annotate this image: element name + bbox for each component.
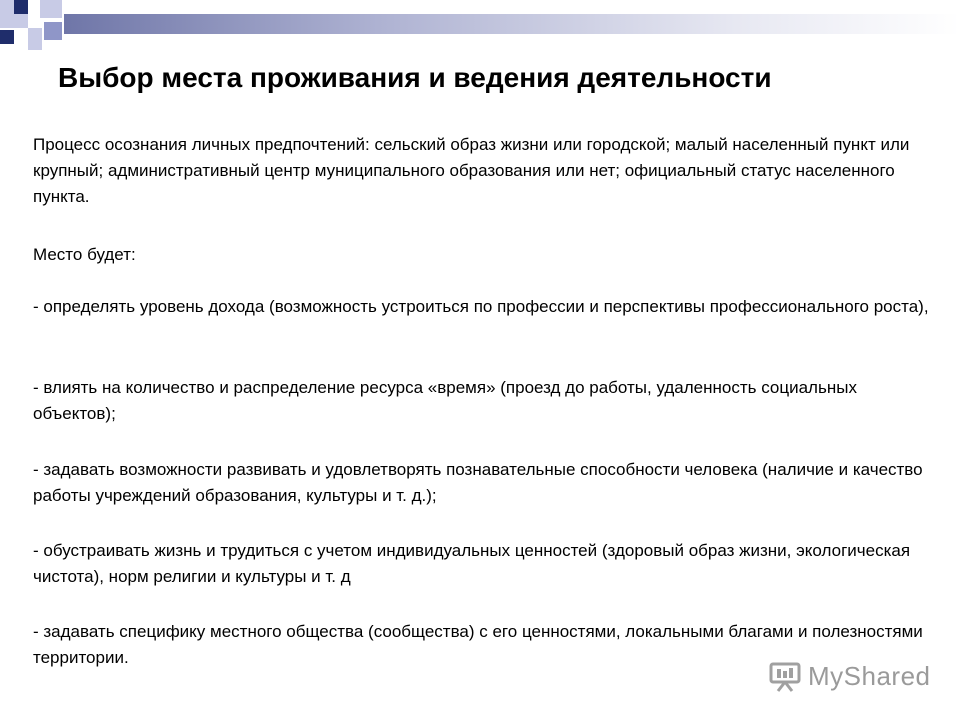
watermark-text: MyShared (808, 660, 931, 691)
slide-title: Выбор места проживания и ведения деятельности (58, 62, 772, 93)
presentation-board-icon (768, 659, 802, 693)
decor-square-light-3 (28, 28, 42, 50)
decor-square-navy-2 (0, 30, 14, 44)
decor-square-light-2 (40, 0, 62, 18)
paragraph-cognitive: - задавать возможности развивать и удовлетворять познавательные способности человека (наличие и качество работы учреждений образования, культуры и т. д.); (33, 460, 923, 505)
watermark-logo (768, 658, 931, 694)
paragraph-income: - определять уровень дохода (возможность устроиться по профессии и перспективы профессионального роста), (33, 297, 929, 316)
paragraph-time: - влиять на количество и распределение ресурса «время» (проезд до работы, удаленность социальных объектов); (33, 378, 857, 423)
paragraph-values: - обустраивать жизнь и трудиться с учетом индивидуальных ценностей (здоровый образ жизни, экологическая чистота), норм религии и культуры и т. д (33, 541, 911, 586)
paragraph-intro: Процесс осознания личных предпочтений: сельский образ жизни или городской; малый населенный пункт или крупный; административный центр муниципального образования или нет; официальный статус населенного пункта. (33, 135, 910, 206)
decor-square-mid (44, 22, 62, 40)
paragraph-community: - задавать специфику местного общества (сообщества) с его ценностями, локальными благами и полезностями территории. (33, 622, 923, 667)
header-gradient-bar (64, 14, 960, 34)
decor-square-navy (14, 0, 28, 14)
paragraph-place-will: Место будет: (33, 245, 136, 264)
